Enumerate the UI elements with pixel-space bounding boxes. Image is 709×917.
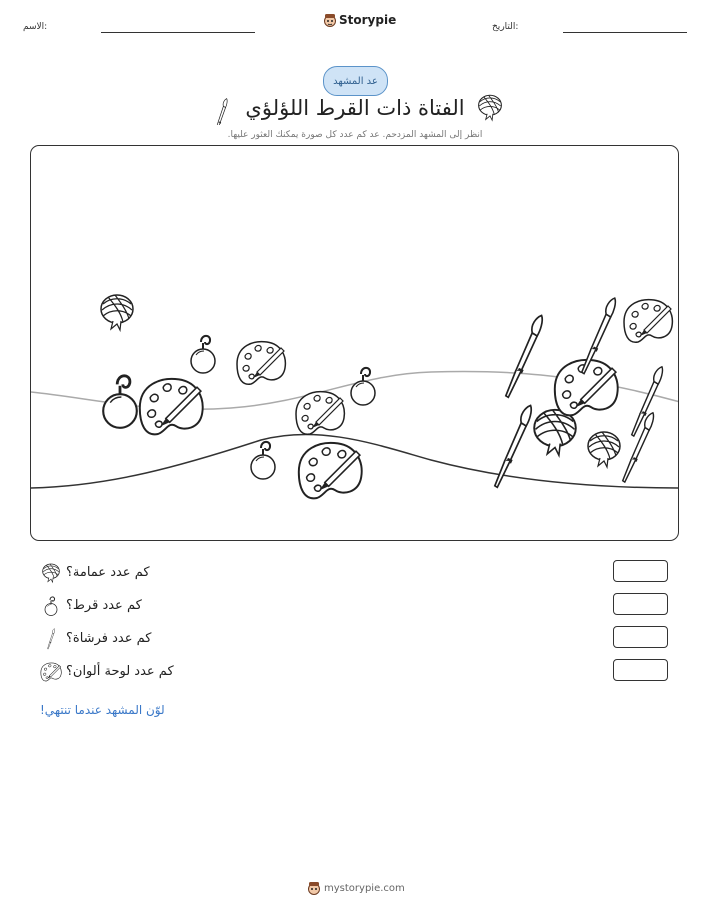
instructions: انظر إلى المشهد المزدحم. عد كم عدد كل صورة يمكنك العثور عليها. — [227, 130, 483, 140]
palette-figure — [237, 342, 285, 385]
question-palette: كم عدد لوحة ألوان؟ — [66, 664, 174, 679]
turban-icon — [475, 91, 505, 123]
earring-figure — [103, 376, 137, 428]
earring-figure — [191, 336, 215, 373]
answer-box-turban[interactable] — [613, 560, 668, 582]
footer-url[interactable]: mystorypie.com — [324, 882, 405, 894]
footer — [308, 881, 405, 895]
palette-figure — [140, 379, 203, 434]
turban-figure — [534, 410, 576, 456]
palette-figure — [296, 392, 344, 435]
crowded-scene — [30, 145, 679, 541]
answer-box-paintbrush[interactable] — [613, 626, 668, 648]
question-turban: كم عدد عمامة؟ — [66, 565, 150, 580]
turban-figure — [101, 295, 133, 330]
paintbrush-icon — [205, 93, 233, 125]
question-earring: كم عدد قرط؟ — [66, 598, 142, 613]
palette-figure — [624, 300, 672, 343]
question-paintbrush: كم عدد فرشاة؟ — [66, 631, 152, 646]
earring-icon — [40, 595, 62, 617]
storypie-mascot-icon — [308, 881, 320, 895]
name-line[interactable] — [101, 32, 255, 33]
answer-box-palette[interactable] — [613, 659, 668, 681]
date-line[interactable] — [563, 32, 687, 33]
turban-icon — [40, 562, 62, 584]
answer-box-earring[interactable] — [613, 593, 668, 615]
earring-figure — [251, 442, 275, 479]
count-scene-badge: عد المشهد — [323, 66, 388, 96]
name-label: الاسم: — [23, 22, 48, 32]
coloring-instruction: لوّن المشهد عندما تنتهي! — [40, 703, 165, 717]
palette-icon — [40, 661, 62, 683]
page-title: الفتاة ذات القرط اللؤلؤي — [245, 96, 465, 120]
date-label: التاريخ: — [492, 22, 519, 32]
paintbrush-figure — [506, 313, 543, 400]
storypie-logo — [324, 13, 396, 27]
palette-figure — [299, 443, 362, 498]
storypie-mascot-icon — [324, 13, 336, 27]
turban-figure — [588, 432, 620, 467]
logo-text: Storypie — [339, 13, 397, 27]
paintbrush-icon — [40, 628, 62, 650]
earring-figure — [351, 368, 375, 405]
scene-illustration — [31, 146, 679, 541]
